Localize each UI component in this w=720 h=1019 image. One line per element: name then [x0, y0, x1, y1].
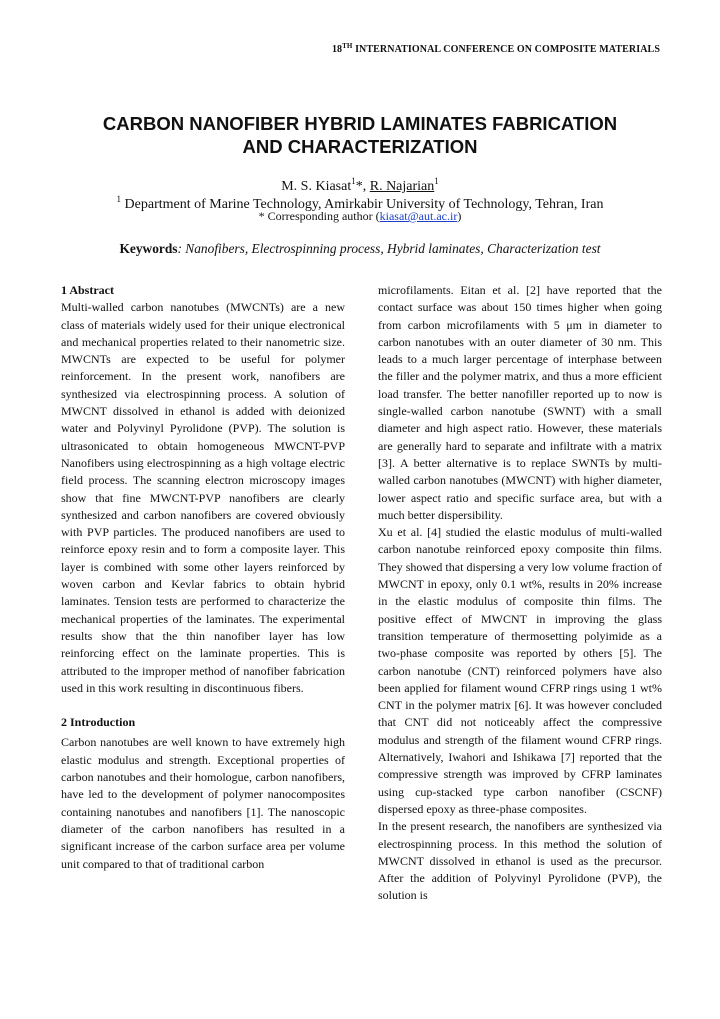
keywords-value: : Nanofibers, Electrospinning process, Hybrid laminates, Characterization test	[177, 241, 601, 256]
left-column	[61, 282, 345, 873]
abstract-heading: 1 Abstract	[61, 283, 114, 297]
corresponding-mark: *,	[355, 179, 370, 194]
keywords-label: Keywords	[119, 241, 178, 256]
conference-name: INTERNATIONAL CONFERENCE ON COMPOSITE MATERIALS	[352, 44, 660, 55]
intro-paragraph-3: In the present research, the nanofibers are synthesized via electrospinning process. In this method the solution of MWCNT dissolved in ethanol is used as the precursor. After the addition of Polyvinyl Pyrolidone (PVP), the solution is	[378, 819, 662, 903]
paper-title	[60, 112, 660, 158]
introduction-heading: 2 Introduction	[61, 715, 136, 730]
affiliation-mark: 1	[116, 194, 122, 204]
corresponding-author	[60, 208, 660, 224]
author-2-affiliation-mark: 1	[434, 176, 439, 186]
abstract-text: Multi-walled carbon nanotubes (MWCNTs) are a new class of materials widely used for their unique electronical and mechanical properties related to their nanometric size. MWCNTs are expected to be useful for polymer reinforcement. In the present work, nanofibers are synthesized via electrospinning process. A solution of MWCNT dissolved in ethanol is added with deionized water and Polyvinyl Pyrolidone (PVP). The solution is ultrasonicated to obtain homogeneous MWCNT-PVP Nanofibers using electrospinning as a high voltage electric field process. The scanning electron microscopy images show that fine MWCNT-PVP nanofibers are clearly synthesized and carbon nanofibers are covered obviously with PVP particles. The produced nanofibers are used to reinforce epoxy resin and to form a composite layer. This layer is combined with some other layers reinforced by woven carbon and Kevlar fabrics to obtain hybrid laminates. Tension tests are performed to characterize the mechanical properties of the laminates. The experimental results show that the thin nanofiber layer has low reinforcing effect on the laminate properties. This is attributed to the improper method of nanofiber fabrication used in this work resulting in discontinuous fibers.	[61, 300, 345, 695]
intro-paragraph-2: Xu et al. [4] studied the elastic modulus of multi-walled carbon nanotube reinforced epoxy composite thin films. They showed that dispersing a very low volume fraction of MWCNT in epoxy, only 0.1 wt%, results in 20% increase in the elastic modulus of composite thin films. The positive effect of MWCNT in improving the glass transition temperature of thermosetting polyimide as a two-phase composite was reported by others [5]. The carbon nanotube (CNT) reinforced polymers have also been applied for filament wound CFRP rings using 1 wt% CNT in the polymer matrix [6]. It was however concluded that CNT did not noticeably affect the compressive modulus and strength of the filament wound CFRP rings. Alternatively, Iwahori and Ishikawa [7] reported that the compressive strength was improved by CFRP laminates using cup-stacked type carbon nanofiber (CSCNF) dispersed epoxy as three-phase composites.	[378, 525, 662, 816]
conference-number-suffix: TH	[342, 42, 353, 50]
email-link[interactable]: kiasat@aut.ac.ir	[379, 209, 458, 223]
conference-number: 18	[331, 44, 343, 55]
author-1-affiliation-mark: 1	[351, 176, 356, 186]
keywords-line	[60, 240, 660, 258]
paper-title-line-2: AND CHARACTERIZATION	[242, 136, 478, 157]
right-column	[378, 282, 662, 905]
introduction-text: Carbon nanotubes are well known to have extremely high elastic modulus and strength. Exceptional properties of carbon nanotubes and their homologue, carbon nanofibers, have led to the development of polymer nanocomposites containing nanotubes and nanofibers [1]. The nanoscopic diameter of the carbon nanofibers has resulted in a significant increase of the carbon surface area per volume unit compared to that of traditional carbon	[61, 735, 345, 871]
affiliation-text: Department of Marine Technology, Amirkabir University of Technology, Tehran, Iran	[121, 197, 604, 212]
intro-paragraph-1: microfilaments. Eitan et al. [2] have reported that the contact surface was about 150 times higher when going from carbon microfilaments with 5 μm in diameter to carbon nanotubes with an outer diameter of 30 nm. This leads to a much larger percentage of interphase between the filler and the polymer matrix, and thus a more efficient load transfer. The better nanofiller reported up to now is single-walled carbon nanotube (SWNT) with a small diameter and high aspect ratio. However, these materials are generally hard to separate and infiltrate with a matrix [3]. A better alternative is to replace SWNTs by multi-walled carbon nanotubes (MWCNT) with higher diameter, lower aspect ratio and specific surface area, but with a much better dispersibility.	[378, 283, 662, 522]
conference-header	[0, 42, 720, 55]
paper-title-line-1: CARBON NANOFIBER HYBRID LAMINATES FABRICATION	[102, 113, 618, 134]
author-1: M. S. Kiasat	[281, 179, 352, 194]
author-2: R. Najarian	[369, 179, 435, 194]
corresponding-suffix: )	[457, 209, 462, 223]
section-gap	[61, 697, 345, 714]
corresponding-prefix: * Corresponding author (	[258, 209, 380, 223]
